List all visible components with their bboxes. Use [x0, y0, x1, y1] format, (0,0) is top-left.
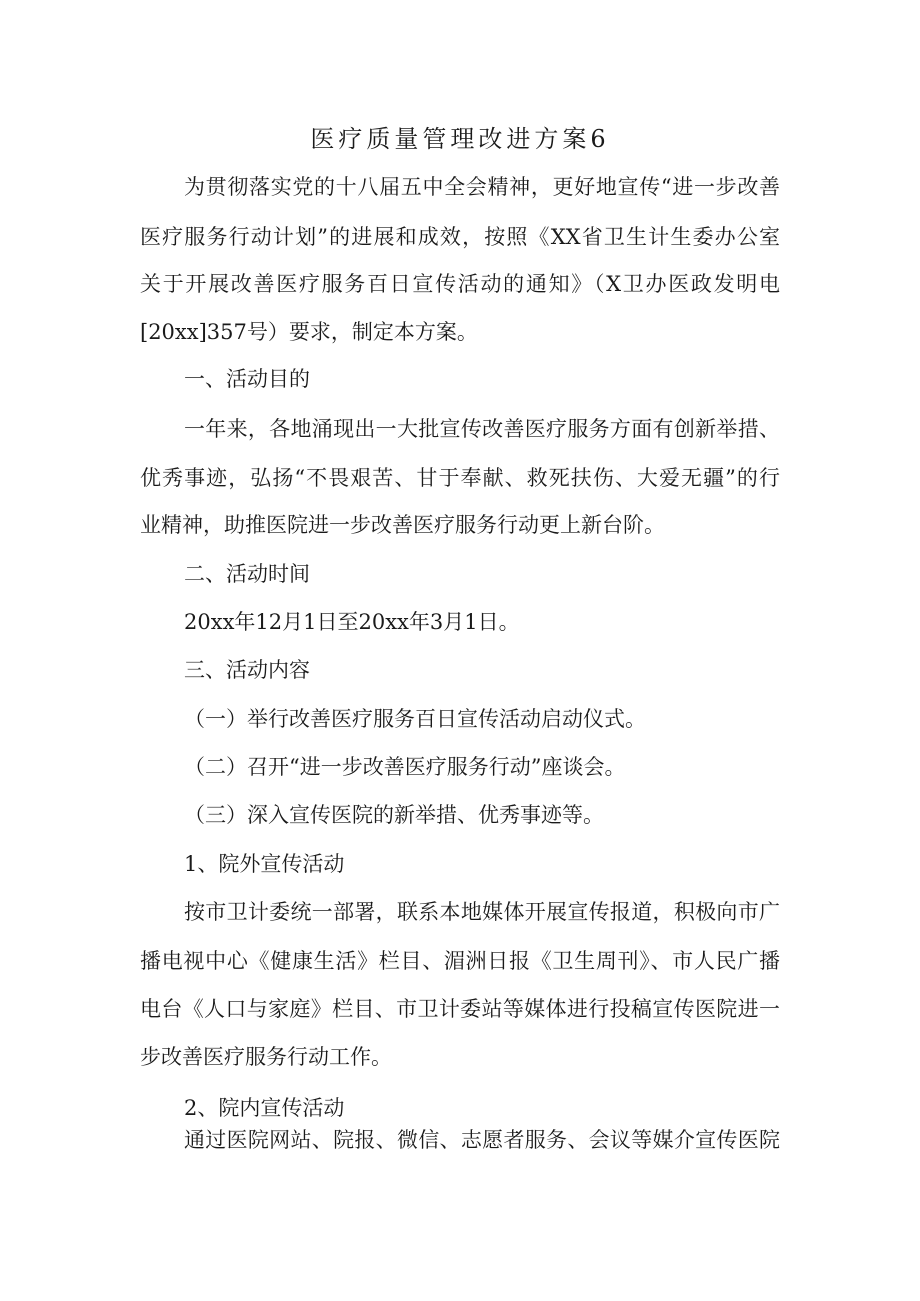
content-item-3: （三）深入宣传医院的新举措、优秀事迹等。 [184, 803, 604, 827]
content-item-1: （一）举行改善医疗服务百日宣传活动启动仪式。 [184, 707, 646, 731]
section-heading-content: 三、活动内容 [184, 658, 310, 682]
purpose-line-1: 一年来，各地涌现出一大批宣传改善医疗服务方面有创新举措、 [184, 417, 780, 441]
external-line-2: 播电视中心《健康生活》栏目、湄洲日报《卫生周刊》、市人民广播 [140, 949, 780, 973]
content-item-2: （二）召开“进一步改善医疗服务行动”座谈会。 [184, 755, 626, 779]
section-heading-time: 二、活动时间 [184, 562, 310, 586]
subheading-external-publicity: 1、院外宣传活动 [184, 852, 345, 876]
intro-line-4: [20xx]357号）要求，制定本方案。 [140, 320, 478, 344]
intro-line-2: 医疗服务行动计划”的进展和成效，按照《XX省卫生计生委办公室 [140, 225, 780, 249]
subheading-internal-publicity: 2、院内宣传活动 [184, 1096, 345, 1120]
intro-line-1: 为贯彻落实党的十八届五中全会精神，更好地宣传“进一步改善 [184, 175, 780, 199]
time-text: 20xx年12月1日至20xx年3月1日。 [184, 610, 520, 634]
purpose-line-3: 业精神，助推医院进一步改善医疗服务行动更上新台阶。 [140, 513, 665, 537]
document-title: 医疗质量管理改进方案6 [310, 125, 610, 153]
external-line-4: 步改善医疗服务行动工作。 [140, 1045, 392, 1069]
external-line-3: 电台《人口与家庭》栏目、市卫计委站等媒体进行投稿宣传医院进一 [140, 997, 780, 1021]
intro-line-3: 关于开展改善医疗服务百日宣传活动的通知》（X卫办医政发明电 [140, 272, 780, 296]
section-heading-purpose: 一、活动目的 [184, 367, 310, 391]
internal-line-1: 通过医院网站、院报、微信、志愿者服务、会议等媒介宣传医院 [184, 1128, 780, 1152]
purpose-line-2: 优秀事迹，弘扬“不畏艰苦、甘于奉献、救死扶伤、大爱无疆”的行 [140, 466, 780, 490]
external-line-1: 按市卫计委统一部署，联系本地媒体开展宣传报道，积极向市广 [184, 900, 780, 924]
